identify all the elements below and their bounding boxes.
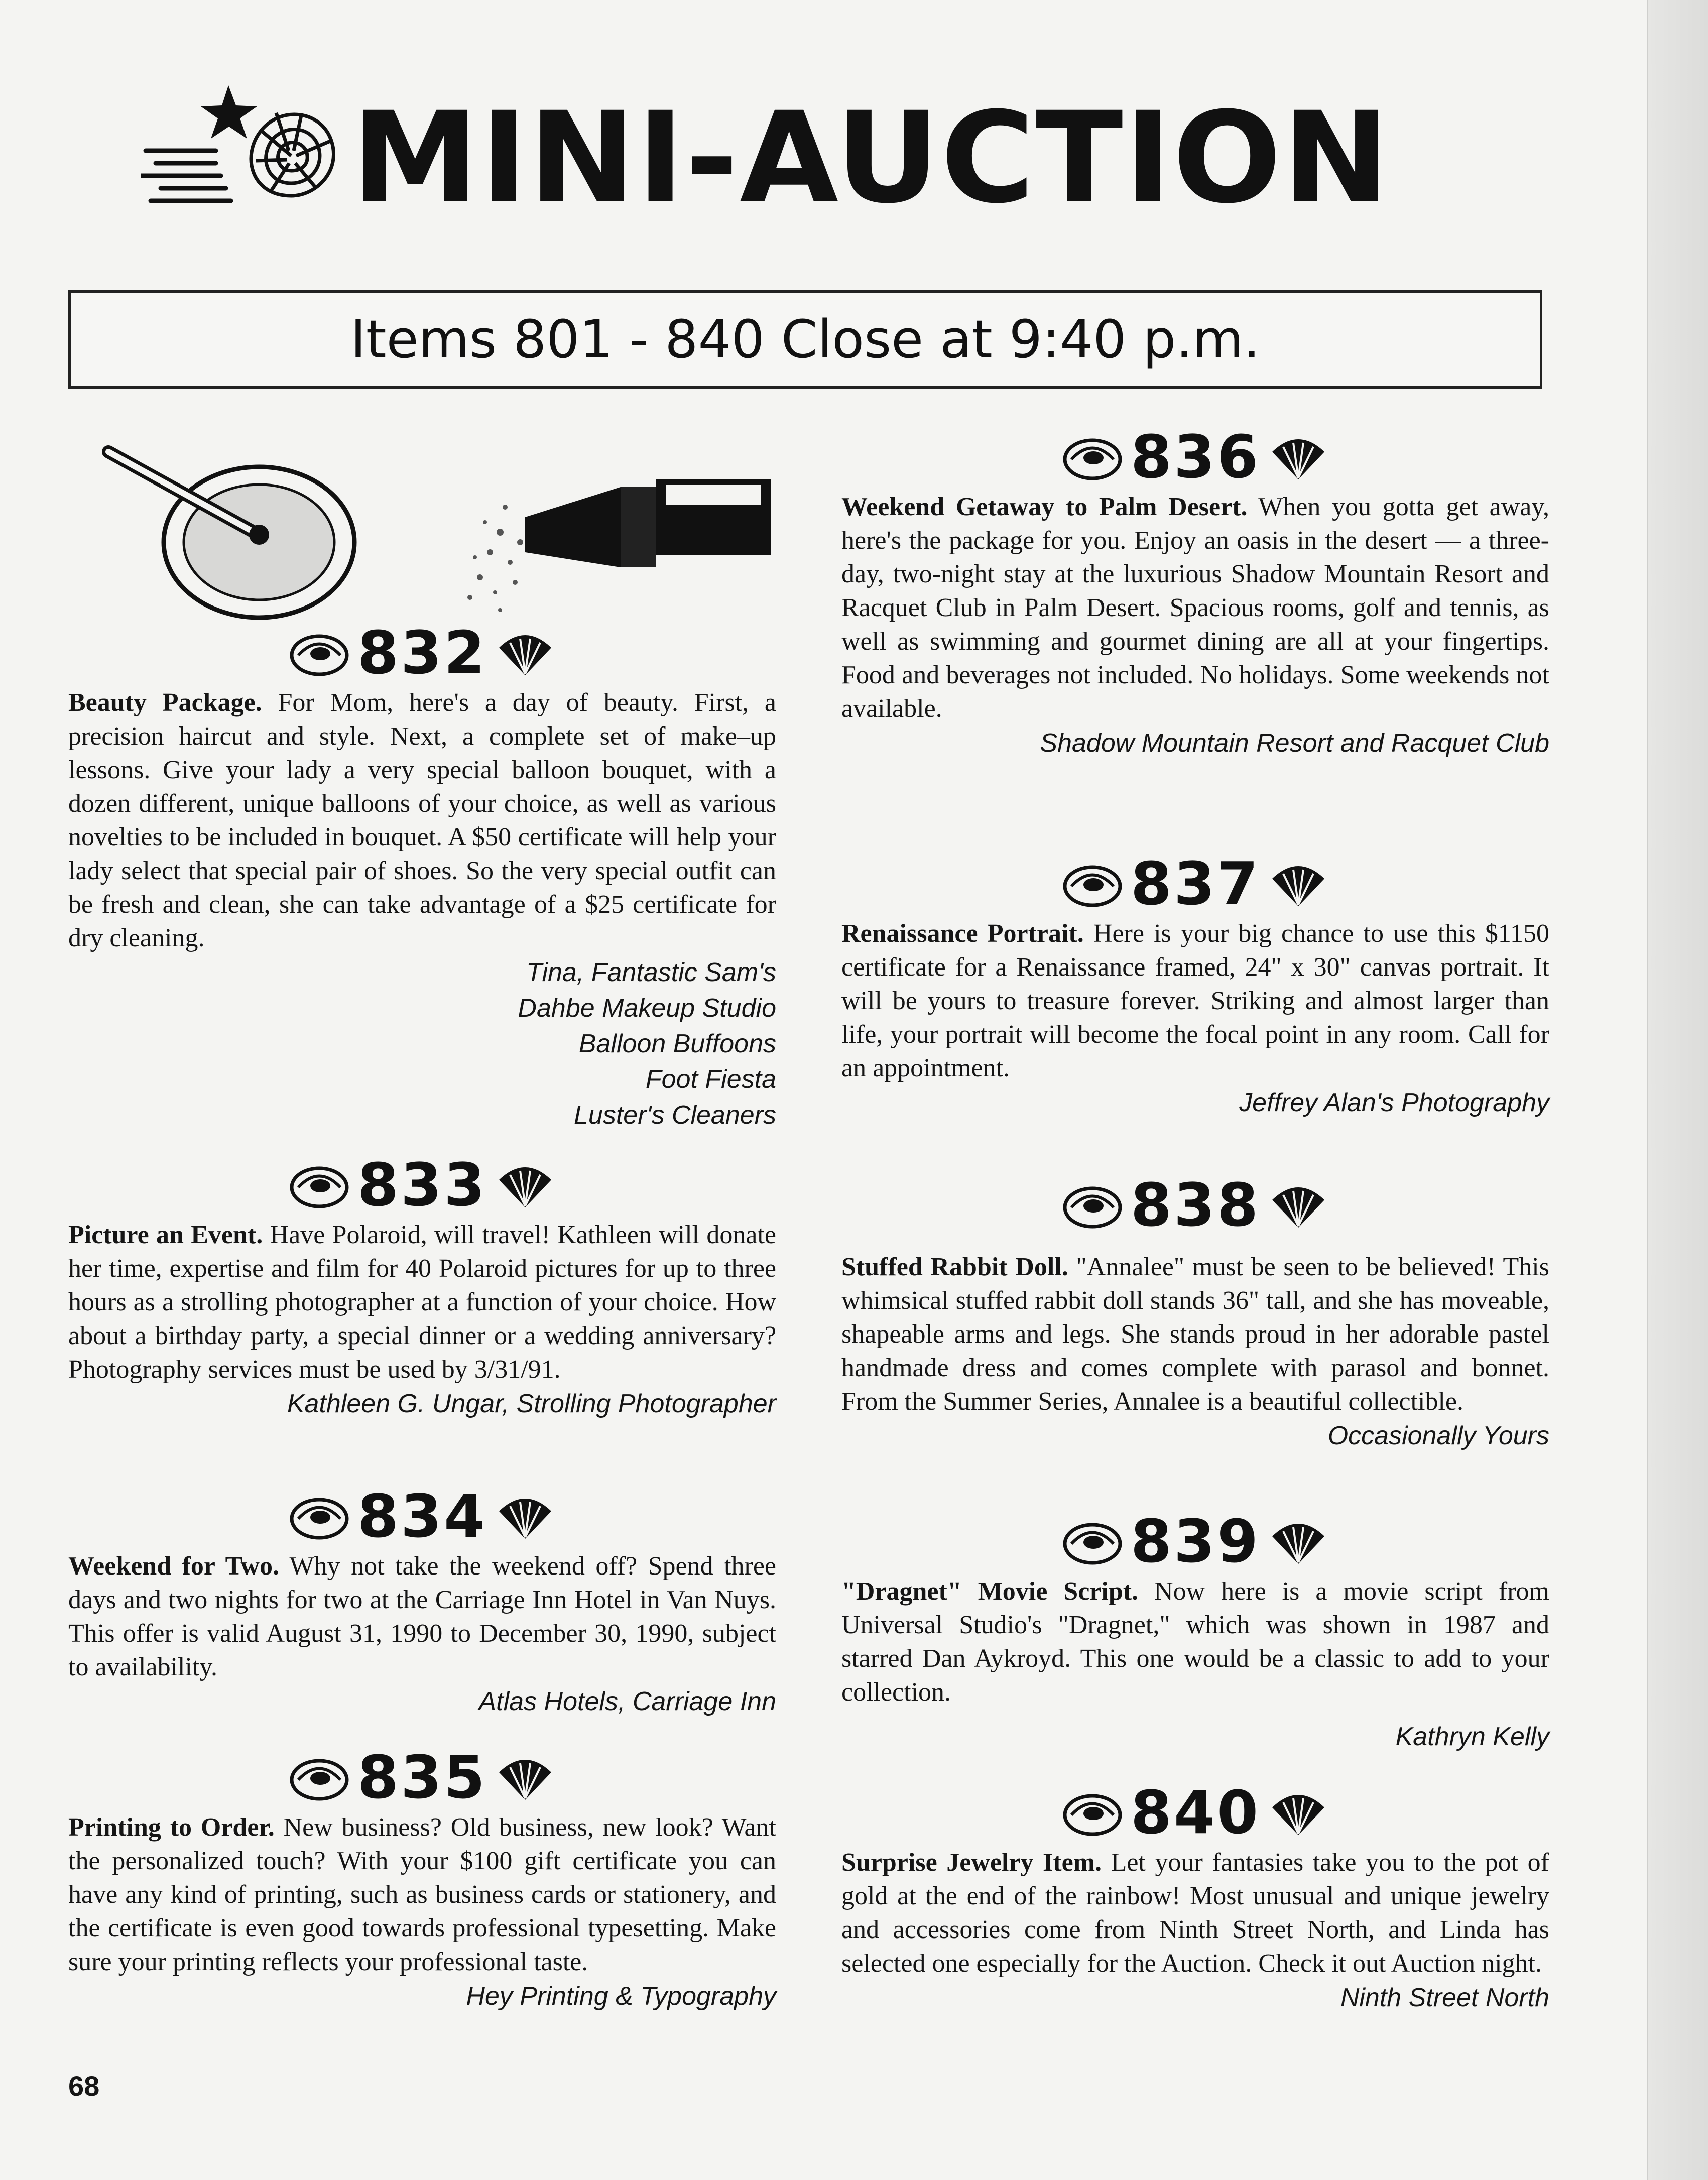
- scallop-shell-icon: [495, 1160, 555, 1210]
- page-title: MINI-AUCTION: [351, 85, 1391, 231]
- item-donor: Jeffrey Alan's Photography: [1239, 1088, 1549, 1117]
- scallop-shell-icon: [1268, 432, 1328, 482]
- seashell-starfish-logo: [141, 75, 351, 226]
- item-donor: Kathleen G. Ungar, Strolling Photographer: [287, 1389, 776, 1418]
- item-number-row: [841, 1170, 1549, 1240]
- item-body: Why not take the weekend off? Spend three days and two nights for two at the Carriage Inn Hotel in Van Nuys. This offer is valid August 31, 1990 to December 30, 1990, subject to availability.: [68, 1552, 776, 1681]
- item-donor: Occasionally Yours: [1327, 1421, 1549, 1450]
- item-body: "Annalee" must be seen to be believed! This whimsical stuffed rabbit doll stands 36" tall, and she has moveable, shapeable arms and legs. She stands proud in her adorable pastel handmade dress and comes complete with parasol and bonnet. From the Summer Series, Annalee is a beautiful collectible.: [841, 1253, 1549, 1416]
- item-donor: Ninth Street North: [1340, 1983, 1549, 2012]
- item-number: 834: [357, 1482, 487, 1551]
- item-title: Printing to Order.: [68, 1813, 275, 1842]
- scallop-shell-icon: [1268, 859, 1328, 909]
- item-donor: Foot Fiesta: [645, 1065, 776, 1094]
- item-donor: Balloon Buffoons: [578, 1029, 776, 1058]
- item-title: Renaissance Portrait.: [841, 919, 1084, 948]
- scallop-shell-icon: [1268, 1180, 1328, 1230]
- left-column: [68, 432, 776, 2048]
- item-number-row: [841, 849, 1549, 918]
- item-number-row: [841, 1507, 1549, 1576]
- auction-item-833: [68, 1150, 777, 1422]
- item-title: Beauty Package.: [68, 688, 262, 717]
- item-body: Have Polaroid, will travel! Kathleen will donate her time, expertise and film for 40 Polaroid pictures for up to three hours as a strolling photographer at a function of your choice. How about a birthday party, a special dinner or a wedding anniversary? Photography services must be used by 3/31/91.: [68, 1221, 777, 1384]
- item-description: [68, 686, 776, 955]
- auction-item-839: [841, 1507, 1549, 1755]
- clam-shell-icon: [1062, 1516, 1123, 1566]
- item-body: Here is your big chance to use this $1150 certificate for a Renaissance framed, 24" x 30" canvas portrait. It will be yours to treasure forever. Striking and almost larger than life, your portrait will become the focal point in any room. Call for an appointment.: [841, 919, 1550, 1082]
- item-description: [841, 1575, 1549, 1709]
- auction-item-840: [841, 1778, 1549, 2016]
- item-donor: Shadow Mountain Resort and Racquet Club: [1040, 729, 1549, 758]
- right-column: [841, 422, 1550, 2058]
- auction-item-834: [68, 1482, 776, 1720]
- item-description: [68, 1549, 776, 1684]
- item-number: 837: [1130, 849, 1261, 918]
- item-donor: Dahbe Makeup Studio: [518, 994, 776, 1023]
- item-body: New business? Old business, new look? Want the personalized touch? With your $100 gift certificate you can have any kind of printing, such as business cards or stationery, and the certificate is even good towards professional typesetting. Make sure your printing reflects your professional taste.: [68, 1813, 777, 1976]
- auction-item-832: [68, 618, 777, 1133]
- item-number: 839: [1130, 1507, 1261, 1576]
- item-number: 836: [1130, 422, 1261, 492]
- page-number: 68: [68, 2070, 100, 2102]
- item-description: [841, 1846, 1549, 1980]
- scallop-shell-icon: [1268, 1516, 1328, 1566]
- clam-shell-icon: [1062, 432, 1123, 482]
- item-number: 832: [357, 618, 487, 687]
- auction-item-838: [841, 1170, 1549, 1454]
- item-donor: Atlas Hotels, Carriage Inn: [478, 1687, 776, 1716]
- item-number: 835: [357, 1743, 487, 1812]
- item-number-row: [68, 618, 776, 687]
- item-description: [68, 1218, 776, 1386]
- item-body: Let your fantasies take you to the pot of gold at the end of the rainbow! Most unusual and unique jewelry and accessories come from Ninth Street North, and Linda has selected one especially for the Auction. Check it out Auction night.: [841, 1848, 1549, 1978]
- item-number-row: [841, 422, 1549, 492]
- item-donor: Kathryn Kelly: [1395, 1722, 1549, 1751]
- item-title: Weekend Getaway to Palm Desert.: [841, 493, 1248, 521]
- clam-shell-icon: [289, 1752, 349, 1802]
- item-body: Now here is a movie script from Universal Studio's "Dragnet," which was shown in 1987 and starred Dan Aykroyd. This one would be a classic to add to your collection.: [841, 1577, 1549, 1707]
- clam-shell-icon: [289, 1491, 349, 1541]
- auction-item-835: [68, 1743, 777, 2014]
- item-title: "Dragnet" Movie Script.: [841, 1577, 1139, 1606]
- item-body: When you gotta get away, here's the package for you. Enjoy an oasis in the desert — a three-day, two-night stay at the luxurious Shadow Mountain Resort and Racquet Club in Palm Desert. Spacious rooms, golf and tennis, as well as swimming and gourmet dining are all at your fingertips. Food and beverages not included. No holidays. Some weekends not available.: [841, 493, 1549, 723]
- scallop-shell-icon: [495, 1752, 555, 1802]
- item-number-row: [68, 1743, 776, 1812]
- item-title: Surprise Jewelry Item.: [841, 1848, 1102, 1877]
- auction-item-836: [841, 422, 1549, 761]
- item-donor: Tina, Fantastic Sam's: [526, 958, 776, 987]
- clam-shell-icon: [289, 1160, 349, 1210]
- item-donor: Luster's Cleaners: [574, 1101, 776, 1130]
- item-number: 838: [1130, 1170, 1261, 1240]
- scallop-shell-icon: [495, 1491, 555, 1541]
- item-description: [841, 1250, 1549, 1418]
- item-body: For Mom, here's a day of beauty. First, a precision haircut and style. Next, a complete set of make–up lessons. Give your lady a very special balloon bouquet, with a dozen different, unique balloons of your choice, as well as various novelties to be included in bouquet. A $50 certificate will help your lady select that special pair of shoes. So the very special outfit can be fresh and clean, she can take advantage of a $25 certificate for dry cleaning.: [68, 688, 777, 952]
- clam-shell-icon: [1062, 859, 1123, 909]
- item-description: [841, 917, 1549, 1085]
- page-edge: [1647, 0, 1708, 2180]
- item-title: Picture an Event.: [68, 1221, 263, 1249]
- item-number-row: [841, 1778, 1549, 1847]
- item-title: Stuffed Rabbit Doll.: [841, 1253, 1068, 1281]
- item-title: Weekend for Two.: [68, 1552, 279, 1581]
- item-description: [68, 1810, 776, 1979]
- item-number: 833: [357, 1150, 487, 1220]
- item-number-row: [68, 1150, 776, 1220]
- clam-shell-icon: [1062, 1180, 1123, 1230]
- item-donor: Hey Printing & Typography: [466, 1982, 776, 2011]
- auction-item-837: [841, 849, 1550, 1121]
- makeup-brush-illustration: [88, 432, 791, 623]
- item-number: 840: [1130, 1778, 1261, 1847]
- clam-shell-icon: [289, 628, 349, 678]
- page-header: [141, 75, 1446, 241]
- clam-shell-icon: [1062, 1787, 1123, 1838]
- item-description: [841, 490, 1549, 725]
- closing-time-banner: Items 801 - 840 Close at 9:40 p.m.: [68, 290, 1542, 389]
- item-number-row: [68, 1482, 776, 1551]
- scallop-shell-icon: [495, 628, 555, 678]
- scallop-shell-icon: [1268, 1787, 1328, 1838]
